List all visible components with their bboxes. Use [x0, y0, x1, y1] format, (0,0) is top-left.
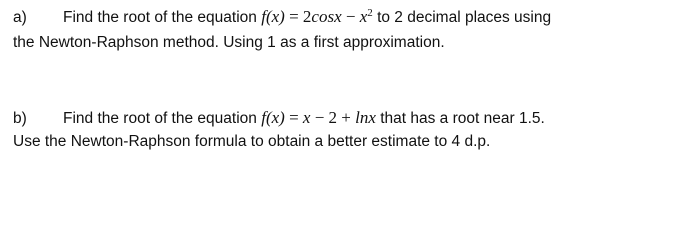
- part-b-question-line-1: [13, 108, 545, 129]
- part-b-text-before: Find the root of the equation: [63, 110, 262, 127]
- part-b-question-line-2: Use the Newton-Raphson formula to obtain a better estimate to 4 d.p.: [13, 133, 491, 150]
- part-b-label: b): [13, 110, 27, 127]
- part-a-equation: [261, 7, 373, 26]
- part-a-text-before: Find the root of the equation: [63, 9, 262, 26]
- part-a-text-after: to 2 decimal places using: [372, 9, 552, 26]
- eq-a-term1: 2: [302, 7, 312, 26]
- eq-b-fn: f: [261, 108, 266, 127]
- eq-a-x: x: [359, 7, 368, 26]
- eq-a-exponent: 2: [367, 7, 373, 19]
- part-a-question-line-1: [13, 7, 551, 28]
- eq-b-arg: (x): [265, 108, 285, 127]
- eq-a-equals: =: [284, 7, 303, 26]
- part-b-equation: [261, 108, 376, 127]
- part-b-text-after: that has a root near 1.5.: [375, 110, 545, 127]
- eq-a-fn: f: [261, 7, 266, 26]
- eq-a-arg: (x): [265, 7, 285, 26]
- eq-b-x: x: [302, 108, 311, 127]
- eq-b-minus-plus: − 2 +: [310, 108, 356, 127]
- eq-b-ln: lnx: [355, 108, 376, 127]
- eq-a-minus: −: [341, 7, 360, 26]
- part-a-label: a): [13, 9, 27, 26]
- part-a-question-line-2: the Newton-Raphson method. Using 1 as a first approximation.: [13, 34, 445, 51]
- eq-b-equals: =: [284, 108, 303, 127]
- eq-a-cos: cosx: [311, 7, 342, 26]
